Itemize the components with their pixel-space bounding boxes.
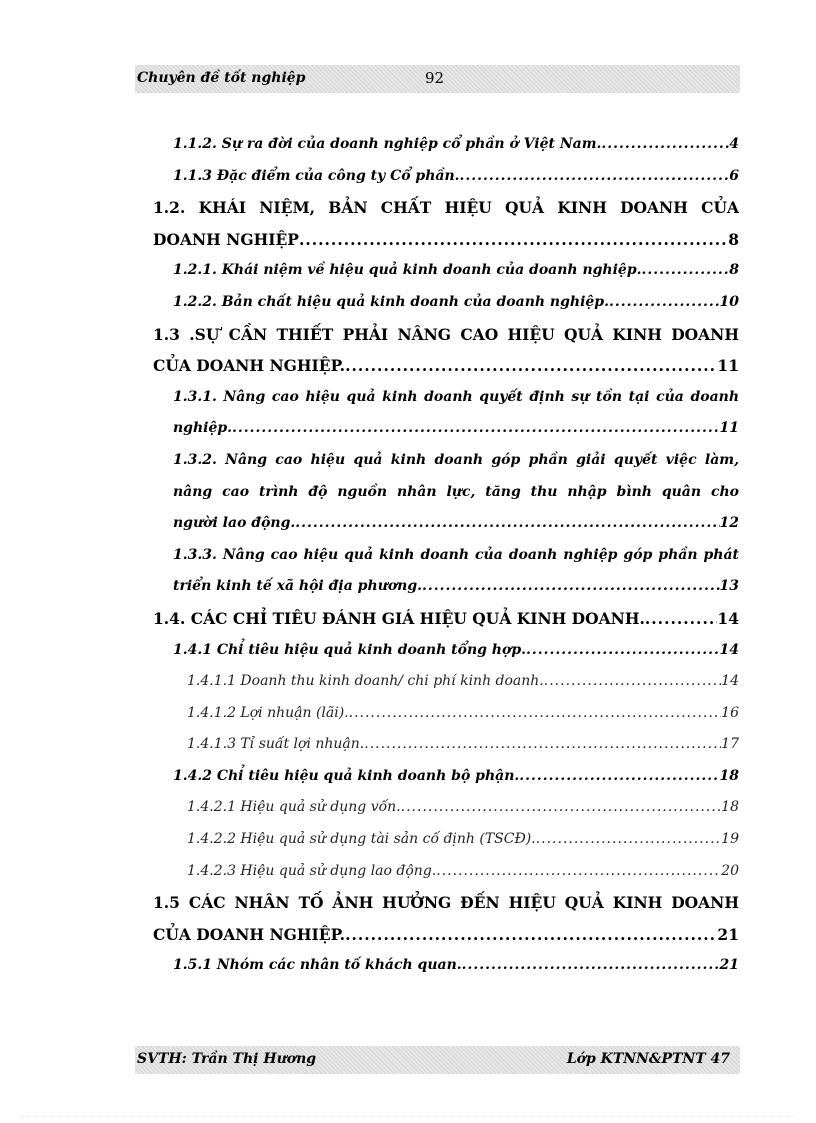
toc-entry-page: 8 [729,262,739,279]
toc-entry-page: 6 [729,167,739,184]
toc-entry-page: 18 [721,799,739,816]
toc-leader-dots [232,413,719,445]
footer-student: SVTH: Trần Thị Hương [137,1051,317,1067]
toc-entry-title: 1.2.2. Bản chất hiệu quả kinh doanh của doanh nghiệp. [173,293,609,310]
toc-entry-title: CỦA DOANH NGHIỆP. [153,356,346,376]
toc-entry-title: 1.4.1.1 Doanh thu kinh doanh/ chi phí kinh doanh. [187,673,544,690]
header-title: Chuyên đề tốt nghiệp [137,70,306,86]
toc-entry [153,319,739,351]
table-of-contents [153,129,739,982]
toc-entry-title: 1.4.1 Chỉ tiêu hiệu quả kinh doanh tổng hợp. [173,641,526,658]
toc-entry-title: nâng cao trình độ nguồn nhân lực, tăng thu nhập bình quân cho [173,483,739,500]
toc-entry-page: 11 [717,356,739,376]
toc-entry [153,445,739,477]
toc-leader-dots [645,603,718,635]
toc-leader-dots [462,950,720,982]
toc-entry [153,508,739,540]
toc-entry [153,255,739,287]
toc-entry [153,350,739,382]
footer-class: Lớp KTNN&PTNT 47 [566,1051,730,1067]
toc-entry-title: DOANH NGHIỆP [153,229,299,249]
toc-entry-title: 1.3.1. Nâng cao hiệu quả kinh doanh quyết định sự tồn tại của doanh [173,388,739,405]
toc-entry-page: 4 [729,136,739,152]
toc-entry-title: 1.4.2.3 Hiệu quả sử dụng lao động. [187,862,437,879]
toc-entry [153,856,739,888]
toc-entry-title: 1.3.2. Nâng cao hiệu quả kinh doanh góp phần giải quyết việc làm, [173,451,739,468]
toc-leader-dots [460,161,730,193]
toc-entry-page: 14 [721,673,739,690]
toc-entry-title: 1.2.1. Khái niệm về hiệu quả kinh doanh của doanh nghiệp. [173,262,642,279]
toc-entry [153,129,739,161]
toc-entry-title: triển kinh tế xã hội địa phương. [173,578,422,595]
toc-entry [153,192,739,224]
toc-leader-dots [345,350,717,382]
toc-entry [153,792,739,824]
toc-entry-title: CỦA DOANH NGHIỆP. [153,924,346,944]
toc-entry [153,666,739,698]
toc-entry-page: 10 [719,293,739,310]
toc-leader-dots [349,698,722,730]
toc-entry-page: 20 [721,862,739,879]
toc-entry [153,950,739,982]
toc-leader-dots [345,919,717,951]
toc-entry-page: 16 [721,704,739,721]
toc-entry-page: 13 [719,578,739,595]
toc-entry-title: 1.2. KHÁI NIỆM, BẢN CHẤT HIỆU QUẢ KINH DOANH CỦA [153,198,739,218]
toc-entry-title: 1.5.1 Nhóm các nhân tố khách quan. [173,957,462,974]
page-bottom-divider [20,1116,796,1117]
toc-entry-page: 14 [717,608,739,628]
toc-leader-dots [642,255,730,287]
toc-entry [153,477,739,509]
toc-leader-dots [295,508,719,540]
toc-leader-dots [544,666,721,698]
toc-entry-page: 18 [719,767,739,784]
toc-entry-page: 14 [719,641,739,658]
toc-leader-dots [601,129,729,161]
toc-entry-title: 1.1.2. Sự ra đời của doanh nghiệp cổ phần ở Việt Nam. [173,136,602,152]
toc-leader-dots [526,635,720,667]
toc-entry [153,761,739,793]
toc-entry-title: 1.4.2 Chỉ tiêu hiệu quả kinh doanh bộ phận. [173,767,520,784]
toc-entry [153,224,739,256]
toc-entry [153,413,739,445]
header-page-number: 92 [425,69,445,87]
toc-leader-dots [422,571,720,603]
toc-entry-title: 1.3.3. Nâng cao hiệu quả kinh doanh của doanh nghiệp góp phần phát [173,546,739,563]
toc-entry-page: 21 [719,957,739,974]
toc-entry-page: 19 [721,831,739,848]
toc-entry [153,540,739,572]
toc-entry-title: 1.4.2.2 Hiệu quả sử dụng tài sản cố định (TSCĐ). [187,831,536,848]
toc-leader-dots [364,729,721,761]
toc-entry [153,919,739,951]
toc-entry [153,161,739,193]
toc-entry-page: 8 [728,229,739,249]
toc-entry [153,824,739,856]
toc-entry [153,571,739,603]
toc-entry [153,698,739,730]
toc-entry-title: người lao động. [173,515,296,532]
toc-entry-title: 1.5 CÁC NHÂN TỐ ẢNH HƯỞNG ĐẾN HIỆU QUẢ KINH DOANH [153,893,739,913]
page-footer [135,1046,740,1074]
toc-entry-title: 1.4.2.1 Hiệu quả sử dụng vốn. [187,799,401,816]
toc-entry-title: 1.1.3 Đặc điểm của công ty Cổ phần. [173,167,460,184]
toc-entry [153,603,739,635]
toc-entry [153,287,739,319]
toc-leader-dots [536,824,721,856]
toc-leader-dots [436,856,721,888]
toc-leader-dots [609,287,720,319]
toc-entry-page: 17 [721,736,739,753]
toc-entry-page: 11 [719,420,739,437]
toc-entry-title: 1.4.1.2 Lợi nhuận (lãi). [187,704,349,721]
toc-entry [153,729,739,761]
toc-entry [153,635,739,667]
toc-entry-page: 12 [719,515,739,532]
toc-entry [153,887,739,919]
toc-entry-title: 1.3 .SỰ CẦN THIẾT PHẢI NÂNG CAO HIỆU QUẢ KINH DOANH [153,324,739,344]
toc-entry-title: nghiệp. [173,420,233,437]
page-header [135,65,740,93]
toc-leader-dots [519,761,719,793]
toc-entry-title: 1.4. CÁC CHỈ TIÊU ĐÁNH GIÁ HIỆU QUẢ KINH DOANH. [153,608,645,628]
toc-entry-page: 21 [717,924,739,944]
toc-leader-dots [299,224,728,256]
toc-leader-dots [401,792,722,824]
toc-entry-title: 1.4.1.3 Tỉ suất lợi nhuận. [187,736,365,753]
toc-entry [153,382,739,414]
